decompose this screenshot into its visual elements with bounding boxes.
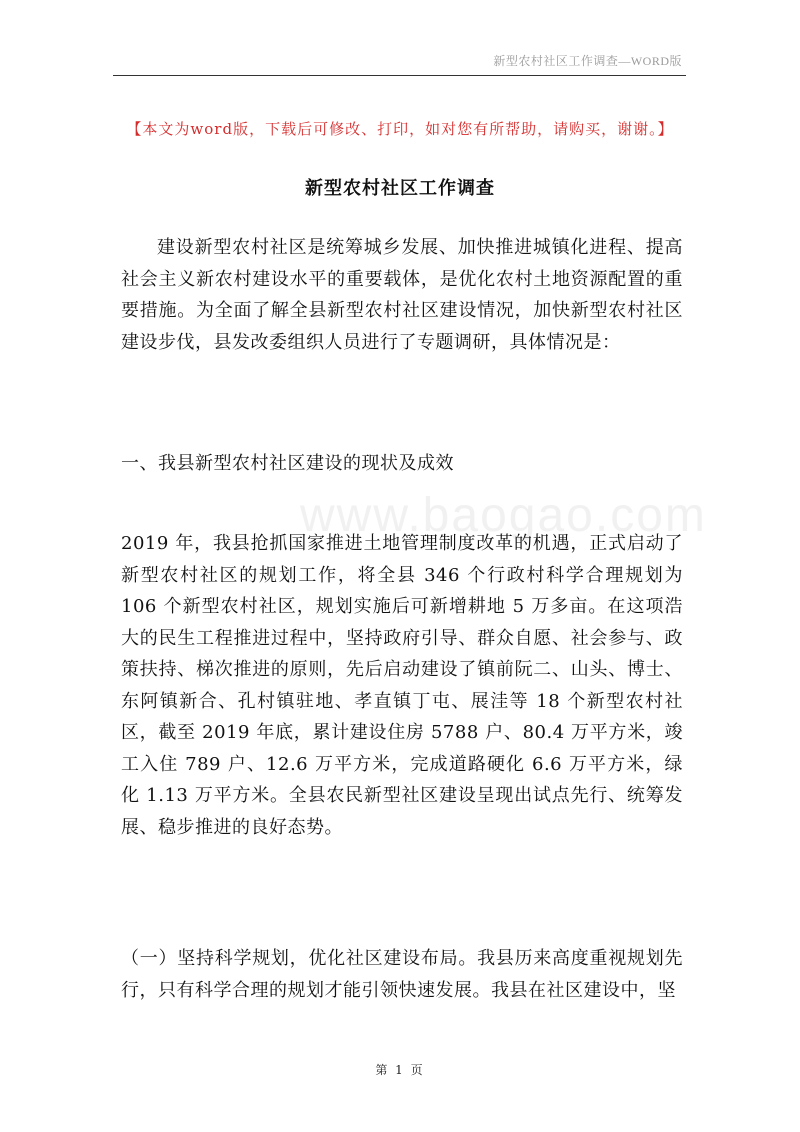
intro-paragraph: 建设新型农村社区是统筹城乡发展、加快推进城镇化进程、提高社会主义新农村建设水平的重要载体，是优化农村土地资源配置的重要措施。为全面了解全县新型农村社区建设情况，加快新型农村社区建设步伐，县发改委组织人员进行了专题调研，具体情况是：: [121, 237, 683, 353]
purchase-notice: 【本文为word版，下载后可修改、打印，如对您有所帮助，请购买，谢谢。】: [126, 120, 674, 138]
document-title: 新型农村社区工作调查: [305, 178, 495, 199]
section-heading-1: 一、我县新型农村社区建设的现状及成效: [121, 453, 454, 474]
subsection-1-paragraph: （一）坚持科学规划，优化社区建设布局。我县历来高度重视规划先行，只有科学合理的规划才能引领快速发展。我县在社区建设中，坚: [121, 948, 683, 1001]
running-header: 新型农村社区工作调查—WORD版: [493, 54, 682, 68]
page-number: 第 1 页: [375, 1063, 425, 1077]
header-divider: [113, 75, 686, 76]
section-1-paragraph: 2019 年，我县抢抓国家推进土地管理制度改革的机遇，正式启动了新型农村社区的规划工作，将全县 346 个行政村科学合理规划为 106 个新型农村社区，规划实施后可新增耕地 5 万多亩。在这项浩大的民生工程推进过程中，坚持政府引导、群众自愿、社会参与、政策扶持、梯次推进的原则，先后启动建设了镇前阮二、山头、博士、东阿镇新合、孔村镇驻地、孝直镇丁屯、展洼等 18 个新型农村社区，截至 2019 年底，累计建设住房 5788 户、80.4 万平方米，竣工入住 789 户、12.6 万平方米，完成道路硬化 6.6 万平方米，绿化 1.13 万平方米。全县农民新型社区建设呈现出试点先行、统筹发展、稳步推进的良好态势。: [121, 533, 683, 838]
watermark: www.baogao.com: [300, 489, 707, 542]
